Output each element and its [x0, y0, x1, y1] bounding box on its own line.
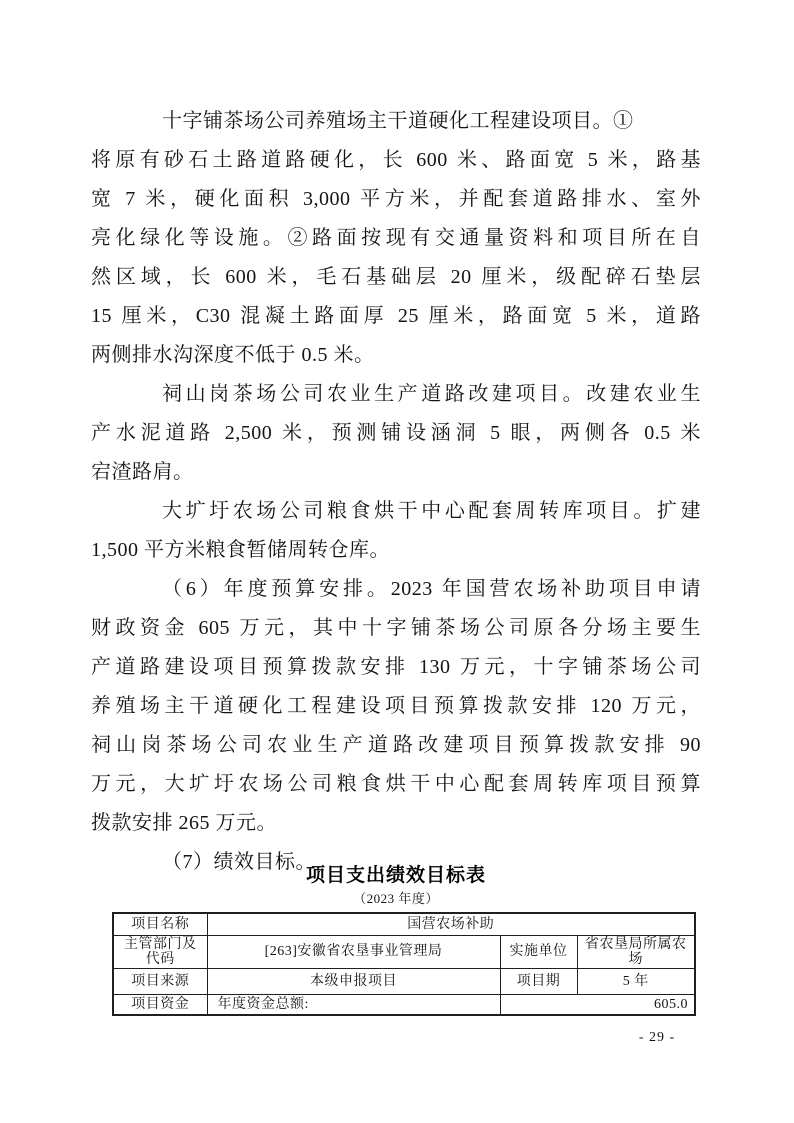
- table-label-cell: 项目期: [500, 968, 577, 994]
- table-label-cell: 实施单位: [500, 935, 577, 968]
- text-line: 十字铺茶场公司养殖场主干道硬化工程建设项目。①: [162, 110, 634, 132]
- table-value-cell: 省农垦局所属农场: [577, 935, 695, 968]
- body-text: [91, 102, 701, 882]
- table-value-cell: 年度资金总额:: [207, 994, 500, 1015]
- table-subtitle: （2023 年度）: [353, 891, 439, 906]
- table-row: [113, 913, 695, 935]
- text-line: 将原有砂石土路道路硬化，长 600 米、路面宽 5 米，路基: [91, 149, 701, 171]
- text-line: 产道路建设项目预算拨款安排 130 万元，十字铺茶场公司: [91, 656, 701, 678]
- table-label-cell: 项目名称: [113, 913, 207, 935]
- text-line: 15 厘米，C30 混凝土路面厚 25 厘米，路面宽 5 米，道路: [91, 305, 701, 327]
- text-line: 大圹圩农场公司粮食烘干中心配套周转库项目。扩建: [162, 500, 701, 522]
- text-line: 亮化绿化等设施。②路面按现有交通量资料和项目所在自: [91, 227, 701, 249]
- table-title: 项目支出绩效目标表: [305, 865, 486, 886]
- table-value-cell: 国营农场补助: [207, 913, 695, 935]
- text-line: 宽 7 米，硬化面积 3,000 平方米，并配套道路排水、室外: [91, 188, 701, 210]
- table-label-cell: 主管部门及代码: [113, 935, 207, 968]
- table-label-cell: 项目资金: [113, 994, 207, 1015]
- text-line: 宕渣路肩。: [91, 461, 194, 483]
- text-line: 万元，大圹圩农场公司粮食烘干中心配套周转库项目预算: [91, 773, 701, 795]
- table-label-cell: 项目来源: [113, 968, 207, 994]
- text-line: 养殖场主干道硬化工程建设项目预算拨款安排 120 万元，: [91, 695, 701, 717]
- text-line: （6）年度预算安排。2023 年国营农场补助项目申请: [162, 578, 701, 600]
- text-line: （7）绩效目标。: [162, 851, 316, 873]
- text-line: 1,500 平方米粮食暂储周转仓库。: [91, 539, 390, 561]
- text-line: 祠山岗茶场公司农业生产道路改建项目。改建农业生: [162, 383, 701, 405]
- text-line: 拨款安排 265 万元。: [91, 812, 277, 834]
- table-value-cell: 本级申报项目: [207, 968, 500, 994]
- table-value-cell: 605.0: [500, 994, 695, 1015]
- text-line: 祠山岗茶场公司农业生产道路改建项目预算拨款安排 90: [91, 734, 701, 756]
- performance-target-table: [112, 912, 696, 1016]
- table-row: [113, 968, 695, 994]
- table-row: [113, 994, 695, 1015]
- table-value-cell: [263]安徽省农垦事业管理局: [207, 935, 500, 968]
- text-line: 两侧排水沟深度不低于 0.5 米。: [91, 344, 375, 366]
- page-number: - 29 -: [638, 1030, 676, 1045]
- table-value-cell: 5 年: [577, 968, 695, 994]
- text-line: 然区域，长 600 米，毛石基础层 20 厘米，级配碎石垫层: [91, 266, 701, 288]
- table-row: [113, 935, 695, 968]
- text-line: 财政资金 605 万元，其中十字铺茶场公司原各分场主要生: [91, 617, 701, 639]
- text-line: 产水泥道路 2,500 米，预测铺设涵洞 5 眼，两侧各 0.5 米: [91, 422, 701, 444]
